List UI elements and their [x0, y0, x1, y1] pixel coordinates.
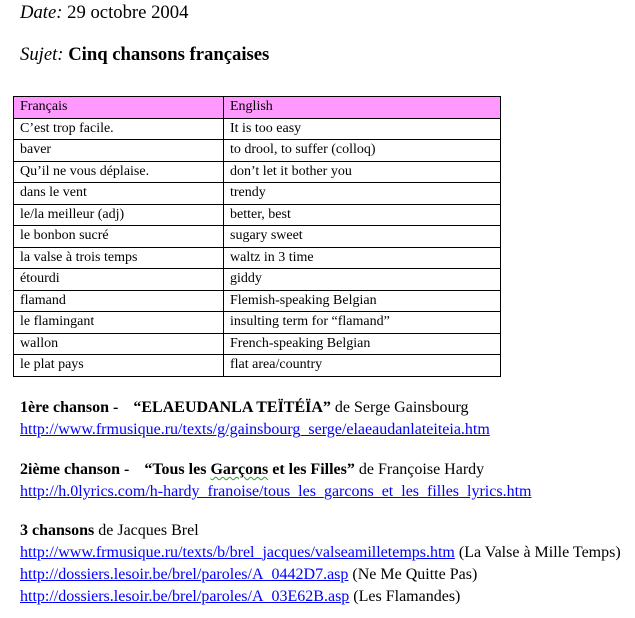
brel-lyrics-link-2[interactable]: http://dossiers.lesoir.be/brel/paroles/A_0442D7.asp: [20, 566, 349, 583]
brel-lyrics-link-1[interactable]: http://www.frmusique.ru/texts/b/brel_jacques/valseamilletemps.htm: [20, 544, 455, 561]
song-2-artist: de Françoise Hardy: [358, 461, 485, 478]
table-row: [14, 333, 501, 355]
song-1-link-line: [20, 419, 490, 441]
table-row: [14, 355, 501, 377]
song-3-label: 3 chansons: [20, 522, 95, 539]
vocab-english: It is too easy: [224, 118, 501, 140]
vocab-french: le plat pays: [14, 355, 224, 377]
brel-link-line-2: [20, 564, 621, 586]
vocabulary-table: [13, 96, 501, 377]
table-row: [14, 312, 501, 334]
song-1-heading: [20, 397, 490, 419]
vocab-french: le/la meilleur (adj): [14, 204, 224, 226]
table-row: [14, 226, 501, 248]
vocab-french: baver: [14, 140, 224, 162]
song-1-title: “ELAEUDANLA TEÏTÉÏA”: [133, 399, 331, 416]
song-2-link-line: [20, 481, 531, 503]
column-header-english: English: [224, 97, 501, 119]
table-row: [14, 183, 501, 205]
vocab-english: trendy: [224, 183, 501, 205]
vocab-french: C’est trop facile.: [14, 118, 224, 140]
vocab-english: French-speaking Belgian: [224, 333, 501, 355]
vocab-english: don’t let it bother you: [224, 161, 501, 183]
brel-lyrics-link-3[interactable]: http://dossiers.lesoir.be/brel/paroles/A_03E62B.asp: [20, 588, 350, 605]
song-2-section: [20, 459, 531, 503]
vocab-english: Flemish-speaking Belgian: [224, 290, 501, 312]
vocab-french: flamand: [14, 290, 224, 312]
vocab-french: le flamingant: [14, 312, 224, 334]
song-1-lyrics-link[interactable]: http://www.frmusique.ru/texts/g/gainsbourg_serge/elaeaudanlateiteia.htm: [20, 421, 490, 438]
song-1-section: [20, 397, 490, 441]
table-row: [14, 204, 501, 226]
vocab-english: giddy: [224, 269, 501, 291]
table-row: [14, 161, 501, 183]
vocab-french: le bonbon sucré: [14, 226, 224, 248]
date-value: 29 octobre 2004: [67, 2, 189, 23]
vocab-french: wallon: [14, 333, 224, 355]
song-1-artist: de Serge Gainsbourg: [334, 399, 469, 416]
table-row: [14, 140, 501, 162]
song-3-section: [20, 520, 621, 608]
vocab-english: insulting term for “flamand”: [224, 312, 501, 334]
vocab-english: better, best: [224, 204, 501, 226]
table-row: [14, 290, 501, 312]
table-header-row: [14, 97, 501, 119]
subject-label: Sujet:: [20, 44, 64, 65]
table-row: [14, 247, 501, 269]
song-2-label: 2ième chanson -: [20, 461, 130, 478]
brel-song-note-2: (Ne Me Quitte Pas): [352, 566, 478, 583]
brel-song-note-1: (La Valse à Mille Temps): [458, 544, 621, 561]
song-2-title: “Tous les Garçons et les Filles”: [144, 461, 355, 478]
table-row: [14, 118, 501, 140]
brel-link-line-1: [20, 542, 621, 564]
vocab-french: dans le vent: [14, 183, 224, 205]
date-label: Date:: [20, 2, 63, 23]
column-header-french: Français: [14, 97, 224, 119]
song-1-label: 1ère chanson -: [20, 399, 119, 416]
brel-link-line-3: [20, 586, 621, 608]
table-row: [14, 269, 501, 291]
vocab-french: étourdi: [14, 269, 224, 291]
song-3-heading: [20, 520, 621, 542]
date-line: [20, 2, 188, 24]
vocab-english: to drool, to suffer (colloq): [224, 140, 501, 162]
song-2-lyrics-link[interactable]: http://h.0lyrics.com/h-hardy_franoise/tous_les_garcons_et_les_filles_lyrics.htm: [20, 483, 532, 500]
song-3-artist: de Jacques Brel: [98, 522, 199, 539]
spellcheck-underline: Garçons: [210, 461, 269, 478]
song-2-heading: [20, 459, 531, 481]
subject-line: [20, 44, 269, 66]
vocab-english: flat area/country: [224, 355, 501, 377]
subject-value: Cinq chansons françaises: [68, 44, 270, 65]
vocab-english: sugary sweet: [224, 226, 501, 248]
vocab-french: la valse à trois temps: [14, 247, 224, 269]
vocab-english: waltz in 3 time: [224, 247, 501, 269]
vocab-french: Qu’il ne vous déplaise.: [14, 161, 224, 183]
brel-song-note-3: (Les Flamandes): [353, 588, 461, 605]
